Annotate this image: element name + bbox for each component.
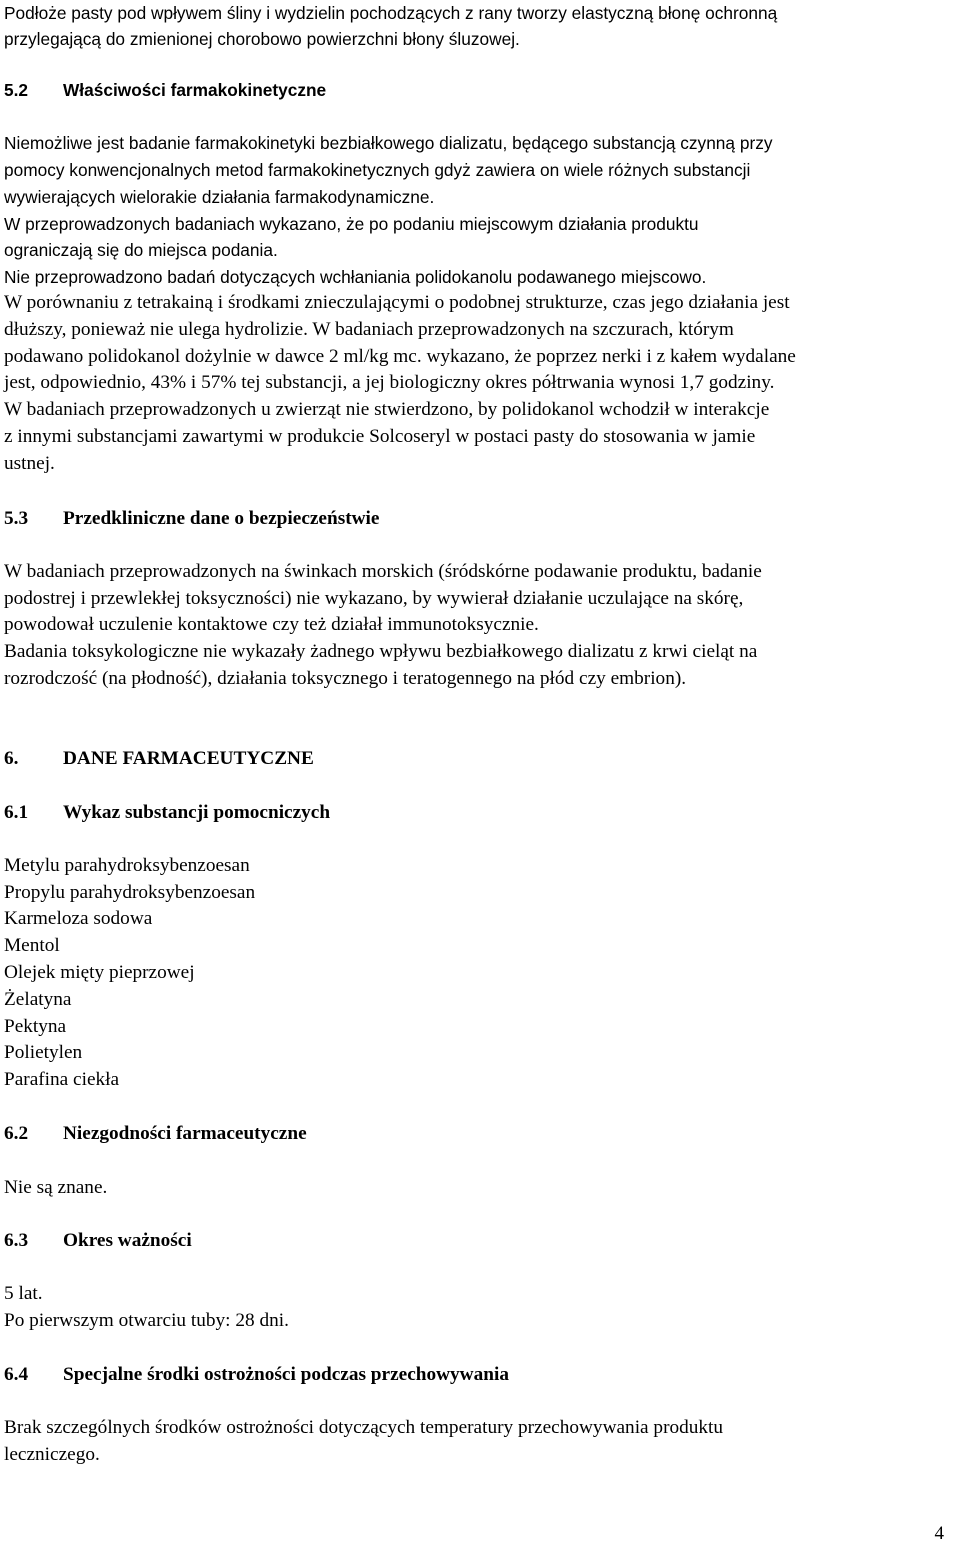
section-number: 5.2 [4, 80, 29, 100]
paragraph-line: W porównaniu z tetrakainą i środkami znieczulającymi o podobnej strukturze, czas jego działania jest [4, 292, 790, 313]
paragraph-line: Brak szczególnych środków ostrożności dotyczących temperatury przechowywania produktu [4, 1417, 724, 1438]
list-item: Polietylen [4, 1042, 83, 1063]
paragraph-line: ustnej. [4, 453, 55, 474]
paragraph-line: rozrodczość (na płodność), działania toksycznego i teratogennego na płód czy embrion). [4, 668, 687, 689]
intro-line: Podłoże pasty pod wpływem śliny i wydzielin pochodzących z rany tworzy elastyczną błonę ochronną [4, 3, 778, 23]
list-item: Żelatyna [4, 989, 72, 1010]
paragraph-line: W przeprowadzonych badaniach wykazano, że po podaniu miejscowym działania produktu [4, 214, 699, 234]
list-item: Parafina ciekła [4, 1069, 120, 1090]
section-number: 6.1 [4, 802, 29, 823]
section-title: Przedkliniczne dane o bezpieczeństwie [63, 508, 380, 529]
paragraph-line: Badania toksykologiczne nie wykazały żadnego wpływu bezbiałkowego dializatu z krwi cieląt na [4, 641, 758, 662]
list-item: Propylu parahydroksybenzoesan [4, 882, 256, 903]
paragraph-line: W badaniach przeprowadzonych u zwierząt nie stwierdzono, by polidokanol wchodził w interakcje [4, 399, 770, 420]
paragraph-line: pomocy konwencjonalnych metod farmakokinetycznych gdyż zawiera on wiele różnych substancji [4, 160, 751, 180]
section-heading-5-2 [4, 77, 326, 104]
paragraph-line: 5 lat. [4, 1283, 43, 1304]
section-heading-6 [4, 746, 314, 773]
paragraph-line: podawano polidokanol dożylnie w dawce 2 ml/kg mc. wykazano, że poprzez nerki i z kałem wydalane [4, 346, 796, 367]
paragraph-line: wywierających wielorakie działania farmakodynamiczne. [4, 187, 435, 207]
section-number: 6.2 [4, 1123, 29, 1144]
paragraph-line: powodował uczulenie kontaktowe czy też działał immunotoksycznie. [4, 614, 539, 635]
section-heading-5-3 [4, 506, 379, 533]
paragraph-line: ograniczają się do miejsca podania. [4, 240, 278, 260]
section-heading-6-3 [4, 1228, 192, 1255]
section-number: 5.3 [4, 508, 29, 529]
section-number: 6. [4, 748, 19, 769]
intro-line: przylegającą do zmienionej chorobowo powierzchni błony śluzowej. [4, 29, 520, 49]
section-title: Okres ważności [63, 1230, 192, 1251]
paragraph-line: dłuższy, ponieważ nie ulega hydrolizie. W badaniach przeprowadzonych na szczurach, którym [4, 319, 734, 340]
list-item: Karmeloza sodowa [4, 908, 153, 929]
page-number: 4 [934, 1523, 944, 1544]
paragraph-line: z innymi substancjami zawartymi w produkcie Solcoseryl w postaci pasty do stosowania w jamie [4, 426, 756, 447]
paragraph-line: Nie przeprowadzono badań dotyczących wchłaniania polidokanolu podawanego miejscowo. [4, 267, 707, 287]
paragraph-line: Nie są znane. [4, 1177, 108, 1198]
section-number: 6.4 [4, 1364, 29, 1385]
paragraph-line: leczniczego. [4, 1444, 100, 1465]
paragraph-line: podostrej i przewlekłej toksyczności) nie wykazano, by wywierał działanie uczulające na skórę, [4, 588, 744, 609]
section-heading-6-1 [4, 800, 330, 827]
list-item: Metylu parahydroksybenzoesan [4, 855, 250, 876]
document-page [4, 0, 956, 1546]
section-title: DANE FARMACEUTYCZNE [63, 748, 314, 769]
section-title: Wykaz substancji pomocniczych [63, 802, 331, 823]
list-item: Olejek mięty pieprzowej [4, 962, 195, 983]
section-title: Niezgodności farmaceutyczne [63, 1123, 307, 1144]
paragraph-line: Niemożliwe jest badanie farmakokinetyki bezbiałkowego dializatu, będącego substancją czynną przy [4, 133, 773, 153]
list-item: Pektyna [4, 1016, 67, 1037]
section-heading-6-4 [4, 1362, 509, 1389]
section-title: Właściwości farmakokinetyczne [63, 80, 327, 100]
section-number: 6.3 [4, 1230, 29, 1251]
paragraph-line: W badaniach przeprowadzonych na świnkach morskich (śródskórne podawanie produktu, badanie [4, 561, 762, 582]
paragraph-line: jest, odpowiednio, 43% i 57% tej substancji, a jej biologiczny okres półtrwania wynosi 1,7 godziny. [4, 372, 775, 393]
section-heading-6-2 [4, 1121, 307, 1148]
list-item: Mentol [4, 935, 60, 956]
paragraph-line: Po pierwszym otwarciu tuby: 28 dni. [4, 1310, 289, 1331]
section-title: Specjalne środki ostrożności podczas przechowywania [63, 1364, 509, 1385]
